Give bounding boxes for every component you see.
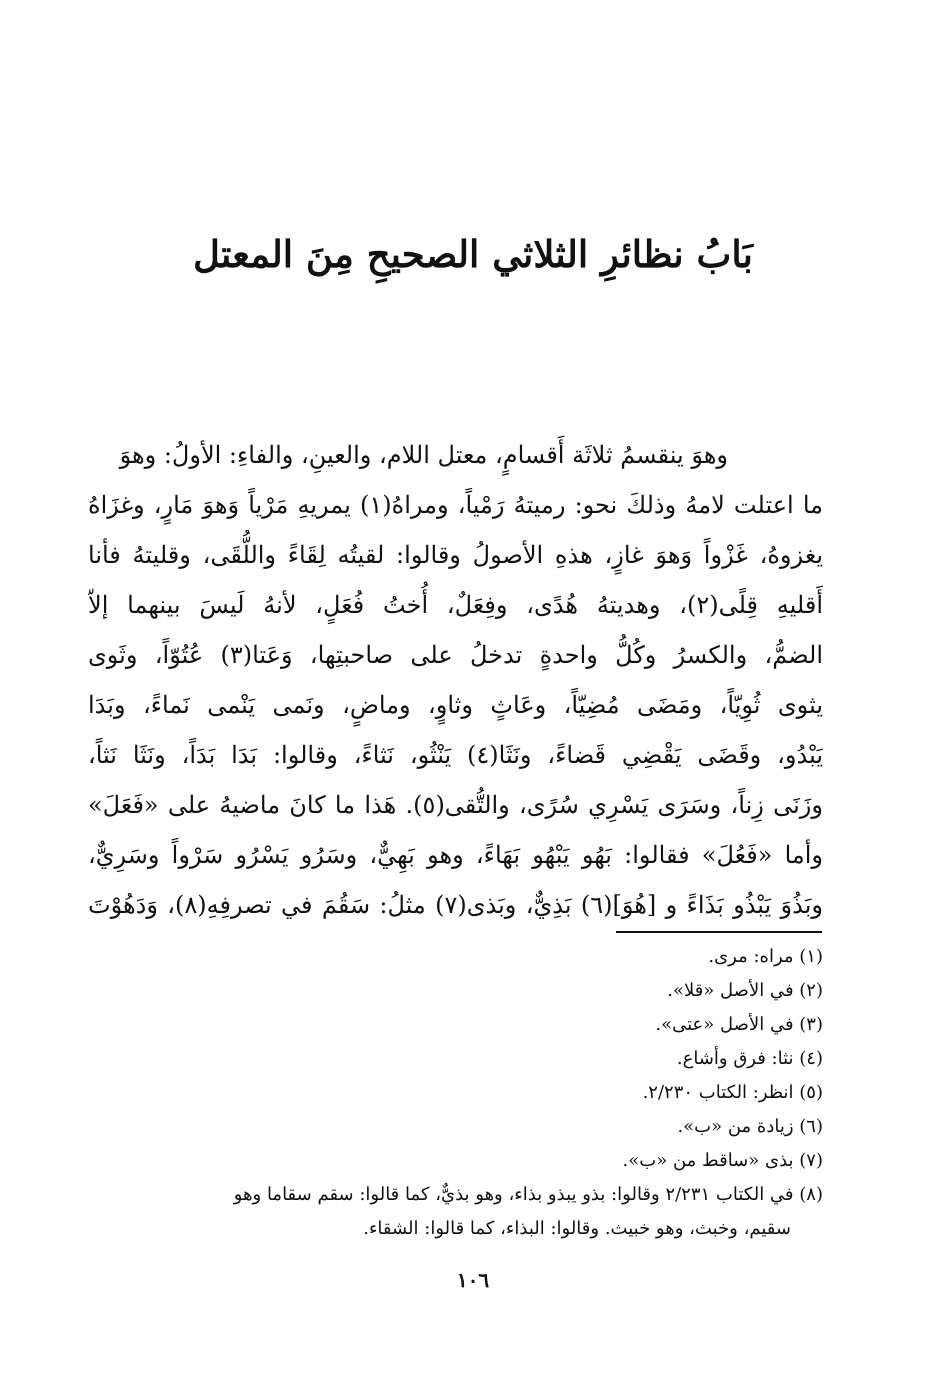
body-line: وهوَ ينقسمُ ثلاثَة أَقسامٍ، معتل اللام، والعينِ، والفاءِ: الأولُ: وهوَ — [119, 441, 728, 469]
footnote: (٢) في الأصل «قلا». — [667, 980, 823, 1001]
footnote: (٨) في الكتاب ٢/٢٣١ وقالوا: بذو يبذو بذاء، وهو بذيٌّ، كما قالوا: سقم سقاما وهو — [233, 1184, 823, 1205]
footnote: (٥) انظر: الكتاب ٢/٢٣٠. — [642, 1082, 823, 1103]
footnote: (٧) بذى «ساقط من «ب». — [622, 1150, 823, 1171]
body-line: وأما «فَعُلَ» فقالوا: بَهُو يَبْهُو بَهَاءً، وهو بَهِيٌّ، وسَرُو يَسْرُو سَرْواً وسَرِيٌّ، — [88, 841, 823, 869]
footnote: (١) مراه: مرى. — [708, 946, 823, 967]
footnote-continuation: سقيم، وخبث، وهو خبيث. وقالوا: البذاء، كما قالوا: الشقاء. — [363, 1218, 791, 1239]
body-line: يَبْدُو، وقَضَى يَقْضِي قَضاءً، ونَثَا(٤) يَنْثُو، نَثاءً، وقالوا: بَدَا بَدَاً، ونَثَا نَثاً، — [88, 741, 823, 769]
body-line: وزَنَى زِناً، وسَرَى يَسْرِي سُرًى، والتُّقى(٥). هَذا ما كانَ ماضيهُ على «فَعَلَ» — [88, 791, 823, 819]
footnote: (٦) زيادة من «ب». — [677, 1116, 823, 1137]
body-line: يغزوهُ، غَزْواً وَهوَ غازٍ، هذهِ الأصولُ وقالوا: لقيتُه لِقَاءً واللُّقَى، وقليتهُ فأنا — [88, 541, 823, 569]
body-line: وبَذُوَ يَبْذُو بَذَاءً و [هُوَ](٦) بَذِيٌّ، وبَذى(٧) مثلُ: سَقُمَ في تصرفِهِ(٨)، وَدَهُوْتَ — [88, 891, 823, 919]
body-line: يثوى ثُوِيّاً، ومَضَى مُضِيّاً، وعَاثٍ وثاوٍ، وماضٍ، ونَمى يَنْمى نَماءً، وبَدَا — [88, 691, 823, 719]
body-text — [88, 430, 823, 930]
footnote: (٤) نثا: فرق وأشاع. — [676, 1048, 823, 1069]
body-line: أَقليهِ قِلًى(٢)، وهديتهُ هُدًى، وفِعَلٌ، أُختُ فُعَلٍ، لأنهُ لَيسَ بينهما إلاّ — [88, 591, 823, 619]
footnote: (٣) في الأصل «عتى». — [655, 1014, 823, 1035]
footnote-separator — [616, 931, 822, 933]
body-line: الضمُّ، والكسرُ وكُلُّ واحدةٍ تدخلُ على صاحبتِها، وَعَتا(٣) عُتُوّاً، وثَوى — [88, 641, 823, 669]
page-number: ١٠٦ — [456, 1268, 490, 1292]
body-line: ما اعتلت لامهُ وذلكَ نحو: رميتهُ رَمْياً، ومراهُ(١) يمريهِ مَرْياً وَهوَ مَارٍ، وغزَاهُ — [88, 491, 823, 519]
footnotes — [88, 940, 823, 1246]
chapter-title: بَابُ نظائرِ الثلاثي الصحيحِ مِنَ المعتل — [193, 232, 753, 276]
